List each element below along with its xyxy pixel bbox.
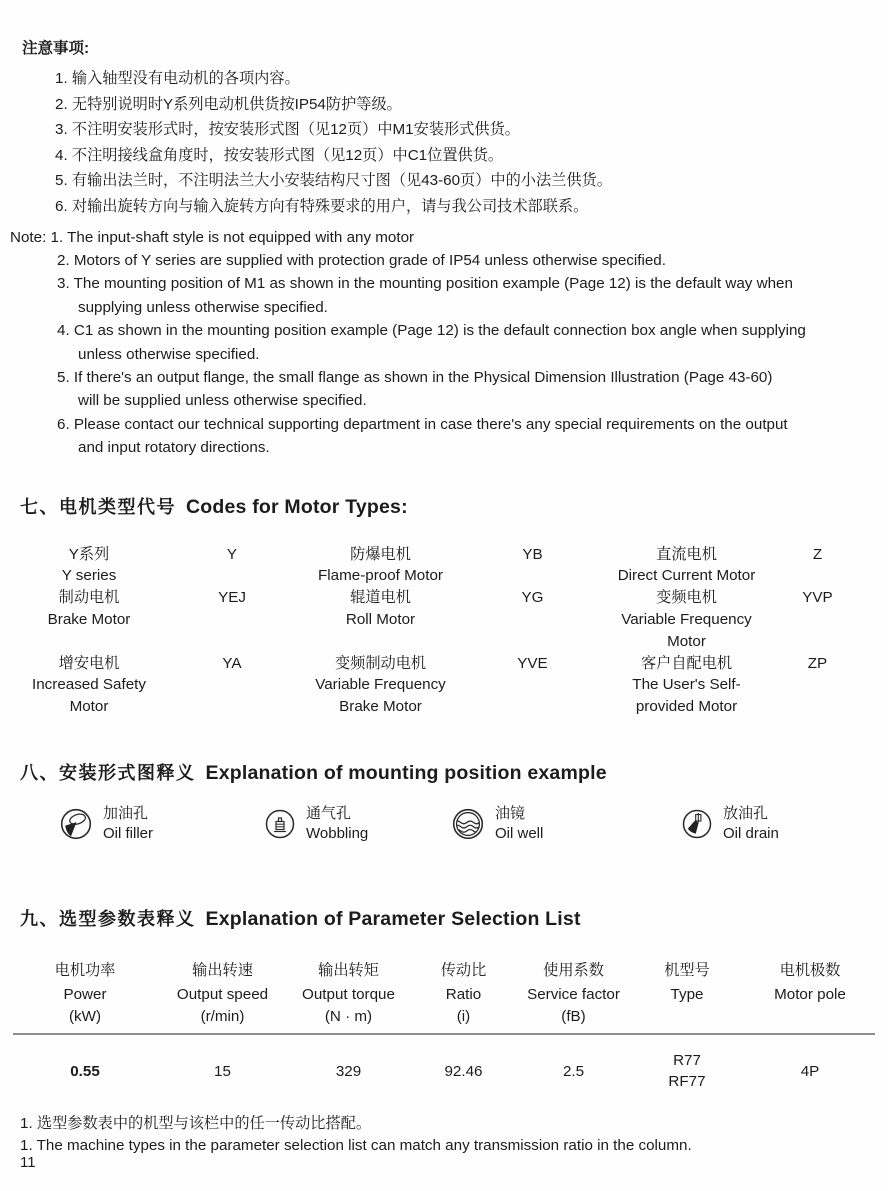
motor-type-code: YVP — [802, 589, 833, 607]
parameter-table-row — [13, 1035, 875, 1107]
cell-service-factor: 2.5 — [562, 1062, 585, 1080]
legend-item-vent-hole — [263, 804, 368, 843]
motor-type-code: YA — [222, 654, 242, 672]
cell-motor-pole: 4P — [800, 1062, 820, 1080]
english-note-item: 3. The mounting position of M1 as shown in the mounting position example (Page 12) is the default way when — [57, 275, 793, 293]
chinese-note-item: 2. 无特别说明时Y系列电动机供货按IP54防护等级。 — [55, 95, 402, 113]
motor-type-code: YB — [522, 545, 543, 563]
motor-type-code: Z — [812, 545, 823, 563]
legend-label-cn: 油镜 — [495, 805, 526, 822]
motor-type-name-cn: 变频电机 — [656, 589, 717, 607]
page-number: 11 — [20, 1154, 36, 1171]
motor-type-name-cn: 增安电机 — [58, 654, 120, 672]
chinese-note-item: 4. 不注明接线盒角度时，按安装形式图（见12页）中C1位置供货。 — [55, 146, 504, 164]
section-heading-en: Explanation of mounting position example — [205, 762, 607, 784]
motor-type-code: Y — [226, 545, 238, 563]
motor-type-code: YVE — [517, 654, 548, 672]
motor-type-name-en: Direct Current Motor — [617, 567, 756, 585]
column-header-type: 机型号 Type — [664, 962, 710, 1003]
motor-type-name-en: Variable Frequency Motor — [621, 611, 752, 650]
legend-item-oil-sight-glass — [450, 804, 543, 843]
motor-type-code: ZP — [807, 654, 828, 672]
english-note-item: 4. C1 as shown in the mounting position example (Page 12) is the default connection box angle when supplying — [57, 322, 806, 340]
english-note-item-continuation: unless otherwise specified. — [78, 345, 260, 363]
column-header-output-torque: 输出转矩 Output torque (N · m) — [302, 962, 395, 1025]
legend-label-en: Oil drain — [723, 824, 779, 842]
mounting-legend-row — [0, 804, 888, 852]
english-note-item-continuation: and input rotatory directions. — [78, 439, 270, 457]
section-heading-mounting — [20, 759, 888, 785]
motor-type-name-en: Y series — [61, 567, 117, 585]
chinese-note-item: 1. 输入轴型没有电动机的各项内容。 — [55, 70, 300, 87]
section-heading-en: Codes for Motor Types: — [186, 495, 408, 518]
legend-label-en: Oil filler — [103, 824, 154, 842]
motor-type-name-cn: 客户自配电机 — [640, 654, 733, 672]
legend-item-oil-drain — [680, 804, 779, 843]
motor-type-name-cn: 直流电机 — [656, 545, 717, 563]
section-heading-parameters — [20, 905, 888, 931]
motor-type-name-cn: 辊道电机 — [350, 589, 411, 607]
column-header-service-factor: 使用系数 Service factor (fB) — [527, 962, 620, 1025]
motor-type-name-en: Variable Frequency Brake Motor — [315, 676, 446, 716]
chinese-notes-title: 注意事项: — [22, 40, 90, 57]
cell-output-torque: 329 — [335, 1062, 362, 1080]
english-notes-list — [10, 226, 878, 460]
chinese-note-item: 5. 有输出法兰时，不注明法兰大小安装结构尺寸图（见43-60页）中的小法兰供货。 — [55, 172, 612, 190]
motor-type-name-en: Brake Motor — [47, 611, 131, 629]
oil-sight-glass-icon — [450, 806, 486, 842]
motor-type-code: YEJ — [218, 589, 246, 607]
oil-drain-icon — [680, 807, 714, 841]
english-note-item: 2. Motors of Y series are supplied with protection grade of IP54 unless otherwise specified. — [57, 251, 666, 269]
section-heading-cn: 九、选型参数表释义 — [20, 909, 196, 929]
chinese-note-item: 6. 对输出旋转方向与输入旋转方向有特殊要求的用户，请与我公司技术部联系。 — [55, 197, 589, 215]
oil-filler-icon — [58, 806, 94, 842]
section-heading-cn: 八、安装形式图释义 — [20, 763, 196, 783]
english-note-item: 6. Please contact our technical supporting department in case there's any special requirements on the output — [57, 415, 788, 433]
section-heading-cn: 七、电机类型代号 — [20, 496, 176, 517]
column-header-ratio: 传动比 Ratio (i) — [440, 962, 487, 1025]
motor-type-name-en: The User's Self-provided Motor — [632, 676, 741, 716]
english-note-item: Note: 1. The input-shaft style is not equipped with any motor — [10, 228, 415, 246]
legend-label-en: Oil well — [495, 824, 544, 842]
english-note-item: 5. If there's an output flange, the small flange as shown in the Physical Dimension Illustration (Page 43-60) — [57, 369, 773, 386]
section-heading-motor-types — [20, 493, 888, 519]
vent-hole-icon — [263, 807, 297, 841]
column-header-power: 电机功率 Power (kW) — [54, 962, 116, 1025]
english-note-item-continuation: will be supplied unless otherwise specified. — [78, 392, 367, 410]
section-heading-en: Explanation of Parameter Selection List — [205, 908, 581, 930]
chinese-notes-list — [0, 66, 888, 220]
parameter-table — [13, 958, 875, 1107]
english-note-item-continuation: supplying unless otherwise specified. — [78, 298, 328, 316]
motor-types-table — [18, 544, 888, 718]
motor-type-name-en: Increased Safety Motor — [32, 676, 146, 716]
motor-type-code: YG — [521, 589, 544, 607]
cell-ratio: 92.46 — [444, 1062, 483, 1080]
column-header-motor-pole: 电机极数 Motor pole — [774, 962, 846, 1003]
legend-label-en: Wobbling — [306, 824, 369, 842]
footnote-en: 1. The machine types in the parameter selection list can match any transmission ratio in the column. — [20, 1137, 692, 1155]
cell-output-speed: 15 — [214, 1062, 231, 1080]
footnote-cn: 1. 选型参数表中的机型与该栏中的任一传动比搭配。 — [20, 1115, 372, 1132]
motor-type-name-cn: 制动电机 — [58, 589, 120, 607]
legend-label-cn: 通气孔 — [306, 805, 352, 822]
motor-type-name-en: Flame-proof Motor — [318, 567, 443, 585]
legend-item-oil-filler — [58, 804, 153, 843]
motor-type-name-cn: 变频制动电机 — [334, 654, 427, 672]
table-footnotes — [20, 1113, 888, 1158]
parameter-table-header — [13, 958, 875, 1035]
column-header-output-speed: 输出转速 Output speed (r/min) — [176, 962, 269, 1025]
cell-power: 0.55 — [70, 1062, 100, 1080]
motor-type-name-en: Roll Motor — [345, 611, 416, 629]
legend-label-cn: 放油孔 — [723, 805, 769, 822]
cell-type: R77 RF77 — [668, 1052, 706, 1090]
motor-type-name-cn: Y系列 — [68, 545, 110, 563]
motor-type-name-cn: 防爆电机 — [350, 545, 411, 563]
legend-label-cn: 加油孔 — [103, 805, 149, 822]
chinese-note-item: 3. 不注明安装形式时，按安装形式图（见12页）中M1安装形式供货。 — [55, 121, 520, 139]
